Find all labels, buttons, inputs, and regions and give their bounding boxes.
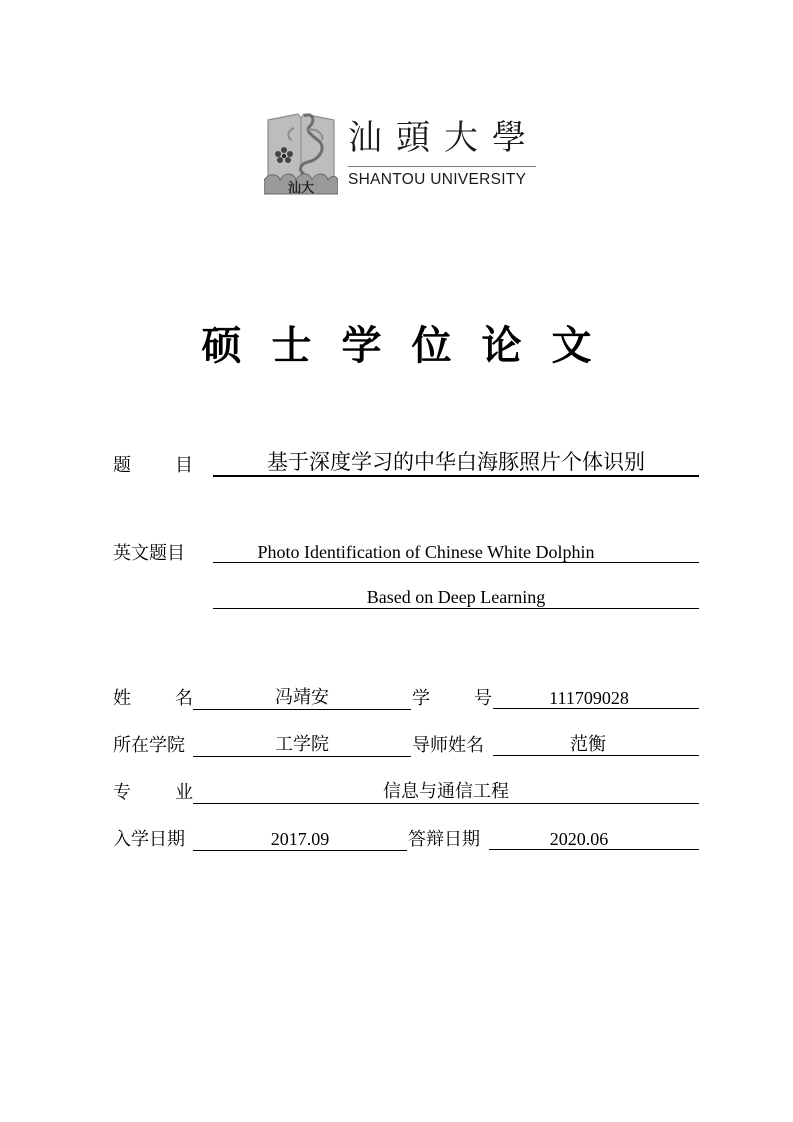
title-en-line2: Based on Deep Learning [213, 586, 699, 609]
university-emblem-icon [264, 110, 338, 198]
title-en-line1: Photo Identification of Chinese White Dolphin [213, 541, 699, 563]
university-logo [262, 110, 542, 200]
advisor-label: 导师姓名 [412, 735, 484, 756]
name-label-b: 名 [175, 688, 193, 709]
title-en-label: 英文题目 [113, 543, 185, 564]
document-title: 硕士学位论文 [201, 322, 622, 369]
title-cn-label-a: 题 [113, 455, 131, 476]
student-id-label-a: 学 [412, 688, 430, 709]
title-cn-label-b: 目 [175, 455, 193, 476]
university-name-en: SHANTOU UNIVERSITY [348, 171, 527, 188]
enrollment-date-label: 入学日期 [113, 829, 185, 850]
svg-text:汕大: 汕大 [287, 181, 315, 196]
advisor-field: 范衡 [493, 734, 699, 756]
name-label-a: 姓 [113, 688, 131, 709]
logo-divider [348, 166, 536, 167]
college-field: 工学院 [193, 734, 411, 757]
major-label-b: 业 [175, 782, 193, 803]
major-field: 信息与通信工程 [193, 781, 699, 804]
defense-date-label: 答辩日期 [408, 829, 480, 850]
university-name-cn: 汕頭大學 [348, 118, 540, 158]
major-label-a: 专 [113, 782, 131, 803]
enrollment-date-field: 2017.09 [193, 828, 407, 851]
name-field: 冯靖安 [193, 687, 411, 710]
student-id-label-b: 号 [474, 688, 492, 709]
college-label: 所在学院 [113, 735, 185, 756]
student-id-field: 111709028 [493, 687, 699, 709]
defense-date-field: 2020.06 [489, 828, 699, 850]
title-cn-field: 基于深度学习的中华白海豚照片个体识别 [213, 449, 699, 477]
